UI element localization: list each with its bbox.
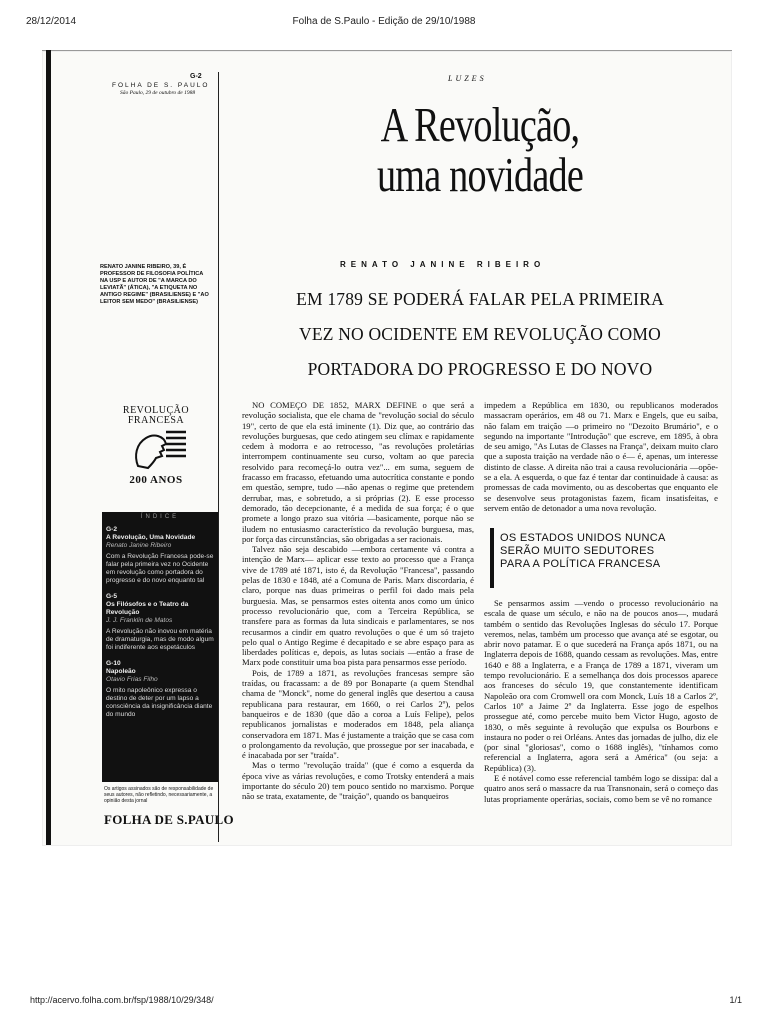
index-item[interactable] (106, 526, 214, 585)
headline (308, 97, 651, 202)
index-item-author: J. J. Franklin de Matos (106, 617, 173, 624)
article-column-1 (242, 400, 474, 840)
headline-line-1: A Revolução, (380, 97, 580, 152)
byline: RENATO JANINE RIBEIRO (340, 260, 546, 269)
paragraph: impedem a República em 1830, ou republicanos moderados massacram operários, em 48 ou 71. Marx e Engels, que eu saiba, não falam em traição —o primeiro no "Dezoito Brumário", e o segundo na importante "Introdução" que escreve, em 1895, à obra de seu amigo, "As Lutas de Classes na França", deixam muito claro que a suposta traição na verdade não o é— é, apenas, um interesse distinto de classe. A direita não trai a causa revolucionária —opõe-se a ela. A esquerda, o que faz é tentar dar continuidade à causa: as promessas de cada movimento, ou as descobertas que enquanto ele se desenvolve seus protagonistas fazem, ficam insatisfeitas, e servem então de detonador a uma nova revolução. (484, 400, 718, 513)
logo-line-2: FRANCESA (127, 415, 185, 426)
scan-edge (46, 50, 51, 845)
deck-line-1: EM 1789 SE PODERÁ FALAR PELA PRIMEIRA (296, 289, 664, 309)
index-item-title: A Revolução, Uma Novidade (106, 534, 196, 541)
article-column-2-top (484, 400, 718, 516)
index-item-page: G-10 (106, 660, 121, 667)
index-item-text: O mito napoleônico expressa o destino de deter por um lapso a consciência da insignificância diante do mundo (106, 687, 213, 718)
headline-line-2: uma novidade (376, 147, 584, 202)
pullquote-line-2: SERÃO MUITO SEDUTORES (500, 545, 655, 557)
logo-line-1: REVOLUÇÃO (122, 405, 190, 416)
index-item-page: G-2 (106, 526, 117, 533)
print-url[interactable]: http://acervo.folha.com.br/fsp/1988/10/29/348/ (30, 995, 214, 1005)
index-item-text: Com a Revolução Francesa pode-se falar pela primeira vez no Ocidente em revolução como portadora do progresso e do novo enquanto tal (106, 553, 214, 584)
paragraph: Mas o termo "revolução traída" (que é como a esquerda da época vive as várias revoluções, e como Trotsky entenderá a mais importante do século 20) tem pouco sentido no marxismo. Porque não se trata, exatamente, de "traição", quando os banqueiros (242, 760, 474, 802)
deck-line-3: PORTADORA DO PROGRESSO E DO NOVO (307, 359, 653, 379)
pullquote (500, 532, 720, 571)
paper-name: FOLHA DE S. PAULO (112, 82, 210, 89)
bicentennial-logo (120, 406, 192, 485)
index-item[interactable] (106, 660, 214, 719)
index-item-text: A Revolução não inovou em matéria de dramaturgia, mas de modo algum foi indiferente aos espetáculos (106, 628, 214, 651)
index-header: ÍNDICE (140, 514, 180, 520)
print-date: 28/12/2014 (26, 16, 77, 27)
index-item-author: Renato Janine Ribeiro (106, 542, 172, 549)
index-item-title: Os Filósofos e o Teatro da Revolução (106, 601, 189, 616)
sidebar-divider (218, 72, 219, 842)
pullquote-rule (490, 528, 494, 588)
deck (240, 282, 720, 387)
date-line: São Paulo, 29 de outubro de 1988 (120, 90, 196, 96)
article-column-2-bottom (484, 598, 718, 840)
paragraph: Pois, de 1789 a 1871, as revoluções francesas sempre são traídas, ou fracassam: a de 89 por Bonaparte (a quem Stendhal chama de "Monck", nome do general inglês que desertou a causa republicana para restaurar, em 1660, o rei Carlos 2º), pelos banqueiros e de 1830 (que dão a coroa a Luís Felipe), pelos republicanos jornalistas e moderados em 1848, pela aliança conservadora em 1871. Mas é justamente a traição que se casa com o prolongamento da revolução, que prossegue por ser inacabada, e é inacabada por ser "traída". (242, 667, 474, 761)
index-item[interactable] (106, 593, 214, 652)
index-item-author: Otavio Frias Filho (106, 676, 158, 683)
section-code: G-2 (190, 73, 202, 80)
logo-line-3: 200 ANOS (129, 474, 183, 486)
print-page-count: 1/1 (729, 995, 742, 1005)
author-bio: RENATO JANINE RIBEIRO, 39, É PROFESSOR DE FILOSOFIA POLÍTICA NA USP E AUTOR DE "A MARCA DO LEVIATÃ" (ÁTICA), "A ETIQUETA NO ANTIGO REGIME" (BRASILIENSE) E "AO LEITOR SEM MEDO" (BRASILIENSE) (100, 264, 209, 305)
index-box (102, 512, 218, 782)
print-title: Folha de S.Paulo - Edição de 29/10/1988 (292, 16, 476, 27)
kicker: LUZES (448, 74, 487, 83)
footer-logo: FOLHA DE S.PAULO (104, 812, 234, 827)
pullquote-line-3: PARA A POLÍTICA FRANCESA (500, 558, 661, 570)
paragraph: Se pensarmos assim —vendo o processo revolucionário na escala de quase um século, e não na de poucos anos—, mudará também o sentido das Revoluções Inglesas do século 17. Porque veremos, nelas, também um processo que avança até se esgotar, ou abrir novo patamar. E o que sucederá na França após 1871, ou na Inglaterra depois de 1688, quando cessam as revoluções. Mas, entre 1640 e 88 a Inglaterra, e a França de 1789 a 1871, viveram um tempo revolucionário. E a semelhança dos dois processos aparece aos franceses do século 19, que constantemente identificam Napoleão ora com Cromwell ora com Monck, Luís 18 a Carlos 2º, Carlos 10º a Jaime 2º da Inglaterra. Esse jogo de espelhos prossegue até, como percebe muito bem Victor Hugo, agosto de 1830, o mês seguinte à revolução que expulsa os Bourbons e instaura no poder o rei Orléans. Antes das jornadas de julho, diz ele (por sinal "gloriosas", como o 1688 inglês), "tínhamos como referencial a Inglaterra, agora será a América" (ou seja: a República) (3). (484, 598, 718, 773)
marianne-profile-icon (120, 426, 192, 470)
index-item-title: Napoleão (106, 668, 136, 675)
deck-line-2: VEZ NO OCIDENTE EM REVOLUÇÃO COMO (299, 324, 661, 344)
paragraph: E é notável como esse referencial também logo se dissipa: dal a quatro anos será o massacre da rua Transnonain, será o começo das lutas propriamente operárias, sociais, como bem se vê no romance (484, 773, 718, 804)
pullquote-line-1: OS ESTADOS UNIDOS NUNCA (500, 532, 666, 544)
index-item-page: G-5 (106, 593, 117, 600)
paragraph: NO COMEÇO DE 1852, MARX DEFINE o que será a revolução socialista, que ele chama de "revolução social do século 19", certo de que ela está iminente (1). Diz que, ao contrário das revoluções burguesas, que cedo atingem seu clímax e rapidamente cedem à modorra e ao retrocesso, "as revoluções proletárias interrompem continuamente seu curso, voltam ao que parecia resolvido para recomeçá-lo outra vez"... em suma, seguem de fracasso em fracasso, efetuando uma autocrítica constante e pondo em questão, sempre, tudo —não apenas o regime que pretendem derrubar, mas, e sobretudo, a si próprias (2). E esse processo demorado, tão decepcionante, é a medida de sua força; é o que promete a longo prazo sua vitória —basicamente, porque não se iludem no entusiasmo característico da revolução burguesa, mas, por força das circunstâncias, são obrigadas a ser racionais. (242, 400, 474, 544)
paragraph: Talvez não seja descabido —embora certamente vá contra a intenção de Marx— aplicar esse texto ao processo que a França vive de 1789 até 1871, isto é, da Revolução "Francesa", passando pelas de 1830 e 1848, até a Comuna de Paris. Marx discordaria, é claro, porque nas duas primeiras o perfil foi dado mais pela burguesia. Mas, se pensarmos estes oitenta anos como um único processo revolucionário que, com a Terceira República, se transfere para as formas da luta sindicais e parlamentares, se nos recusarmos a cindir em quatro revoluções o que é um só trajeto pelo qual o Antigo Regime é decapitado e se abre espaço para as liberdades políticas e, depois, as lutas sociais —então a frase de Marx pode constituir uma boa pista para pensarmos esse período. (242, 544, 474, 668)
disclaimer: Os artigos assinados são de responsabilidade de seus autores, não refletindo, necessariamente, a opinião desta jornal (104, 786, 214, 804)
